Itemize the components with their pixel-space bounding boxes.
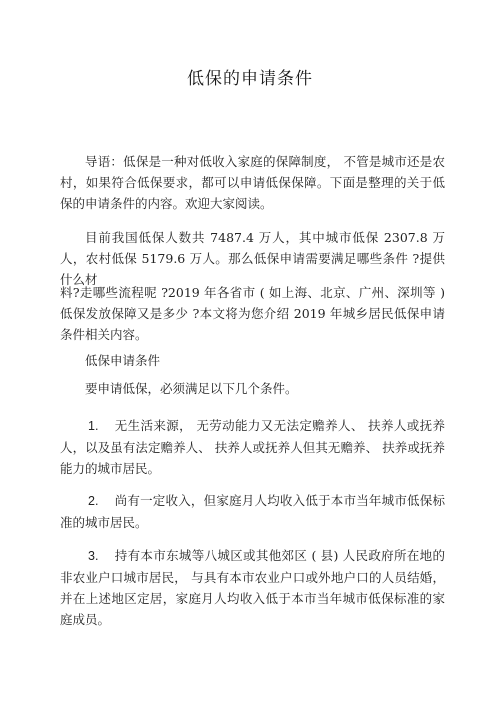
- stats-paragraph-1: 目前我国低保人数共 7487.4 万人，其中城市低保 2307.8 万人，农村低保 5179.6 万人。那么低保申请需要满足哪些条件 ?提供什么材: [60, 230, 445, 287]
- condition-text: 持有本市东城等八城区或其他郊区 ( 县) 人民政府所在地的非农业户口城市居民， 与具有本市农业户口或外地户口的人员结婚， 并在上述地区定居，家庭月人均收入低于本市当年城市低保标准的家庭成员。: [60, 548, 445, 627]
- condition-text: 尚有一定收入，但家庭月人均收入低于本市当年城市低保标准的城市居民。: [60, 493, 445, 530]
- intro-paragraph: 导语：低保是一种对低收入家庭的保障制度， 不管是城市还是农村，如果符合低保要求，都可以申请低保保障。下面是整理的关于低保的申请条件的内容。欢迎大家阅读。: [60, 154, 445, 211]
- stats-paragraph-2: 料?走哪些流程呢 ?2019 年各省市 ( 如上海、北京、广州、深圳等 ) 低保发放保障又是多少 ?本文将为您介绍 2019 年城乡居民低保申请条件相关内容。: [60, 285, 445, 342]
- condition-number: 1.: [88, 419, 99, 433]
- section-heading: 低保申请条件: [85, 353, 161, 368]
- condition-number: 3.: [88, 549, 99, 563]
- condition-text: 无生活来源， 无劳动能力又无法定赡养人、 扶养人或抚养人，以及虽有法定赡养人、 扶养人或抚养人但其无赡养、 扶养或抚养能力的城市居民。: [60, 418, 445, 476]
- page-title: 低保的申请条件: [187, 69, 313, 89]
- condition-item-3: [60, 545, 445, 630]
- condition-item-2: [60, 490, 445, 533]
- condition-item-1: [60, 415, 445, 479]
- section-lead: 要申请低保，必须满足以下几个条件。: [85, 381, 298, 396]
- condition-number: 2.: [88, 494, 99, 508]
